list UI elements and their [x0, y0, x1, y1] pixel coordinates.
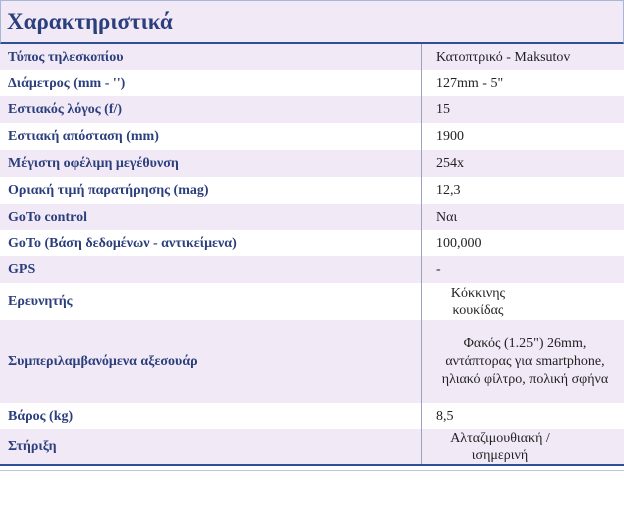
- spec-value: 127mm - 5": [422, 70, 624, 96]
- table-row: [0, 44, 624, 70]
- spec-label: Οριακή τιμή παρατήρησης (mag): [0, 177, 422, 204]
- spec-label: GoTo (Βάση δεδομένων - αντικείμενα): [0, 230, 422, 256]
- table-row: [0, 256, 624, 283]
- table-row: [0, 177, 624, 204]
- spec-label: GoTo control: [0, 204, 422, 230]
- table-row: [0, 320, 624, 403]
- spec-value: 1900: [422, 123, 624, 150]
- spec-label: Διάμετρος (mm - ''): [0, 70, 422, 96]
- spec-label: GPS: [0, 256, 422, 283]
- table-row: [0, 230, 624, 256]
- spec-label: Βάρος (kg): [0, 403, 422, 429]
- table-row: [0, 283, 624, 320]
- spec-value: 8,5: [422, 403, 624, 429]
- table-row: [0, 70, 624, 96]
- bottom-divider: [0, 470, 624, 471]
- spec-value: 100,000: [422, 230, 624, 256]
- spec-value: [422, 283, 624, 320]
- table-row: [0, 204, 624, 230]
- spec-value: [422, 320, 624, 403]
- table-row: [0, 429, 624, 465]
- spec-value: [422, 429, 624, 465]
- table-row: [0, 403, 624, 429]
- specs-table: [0, 44, 624, 466]
- page-title: Χαρακτηριστικά: [7, 8, 173, 34]
- spec-value: -: [422, 256, 624, 283]
- spec-label: Στήριξη: [0, 429, 422, 465]
- spec-value: 12,3: [422, 177, 624, 204]
- spec-value-text: Αλταζιμουθιακή / ισημερινή: [450, 430, 550, 463]
- spec-value-text: Φακός (1.25") 26mm, αντάπτορας για smartphone, ηλιακό φίλτρο, πολική σφήνα: [441, 335, 609, 387]
- table-row: [0, 123, 624, 150]
- table-row: [0, 150, 624, 177]
- specs-header: [0, 0, 624, 44]
- spec-label: Εστιακή απόσταση (mm): [0, 123, 422, 150]
- spec-label: Εστιακός λόγος (f/): [0, 96, 422, 123]
- spec-value: Κατοπτρικό - Maksutov: [422, 44, 624, 70]
- spec-value: 15: [422, 96, 624, 123]
- spec-value: 254x: [422, 150, 624, 177]
- table-row: [0, 96, 624, 123]
- spec-label: Τύπος τηλεσκοπίου: [0, 44, 422, 70]
- spec-label: Ερευνητής: [0, 283, 422, 320]
- spec-value: Ναι: [422, 204, 624, 230]
- spec-value-text: Κόκκινης κουκίδας: [450, 285, 506, 318]
- spec-label: Συμπεριλαμβανόμενα αξεσουάρ: [0, 320, 422, 403]
- spec-label: Μέγιστη οφέλιμη μεγέθυνση: [0, 150, 422, 177]
